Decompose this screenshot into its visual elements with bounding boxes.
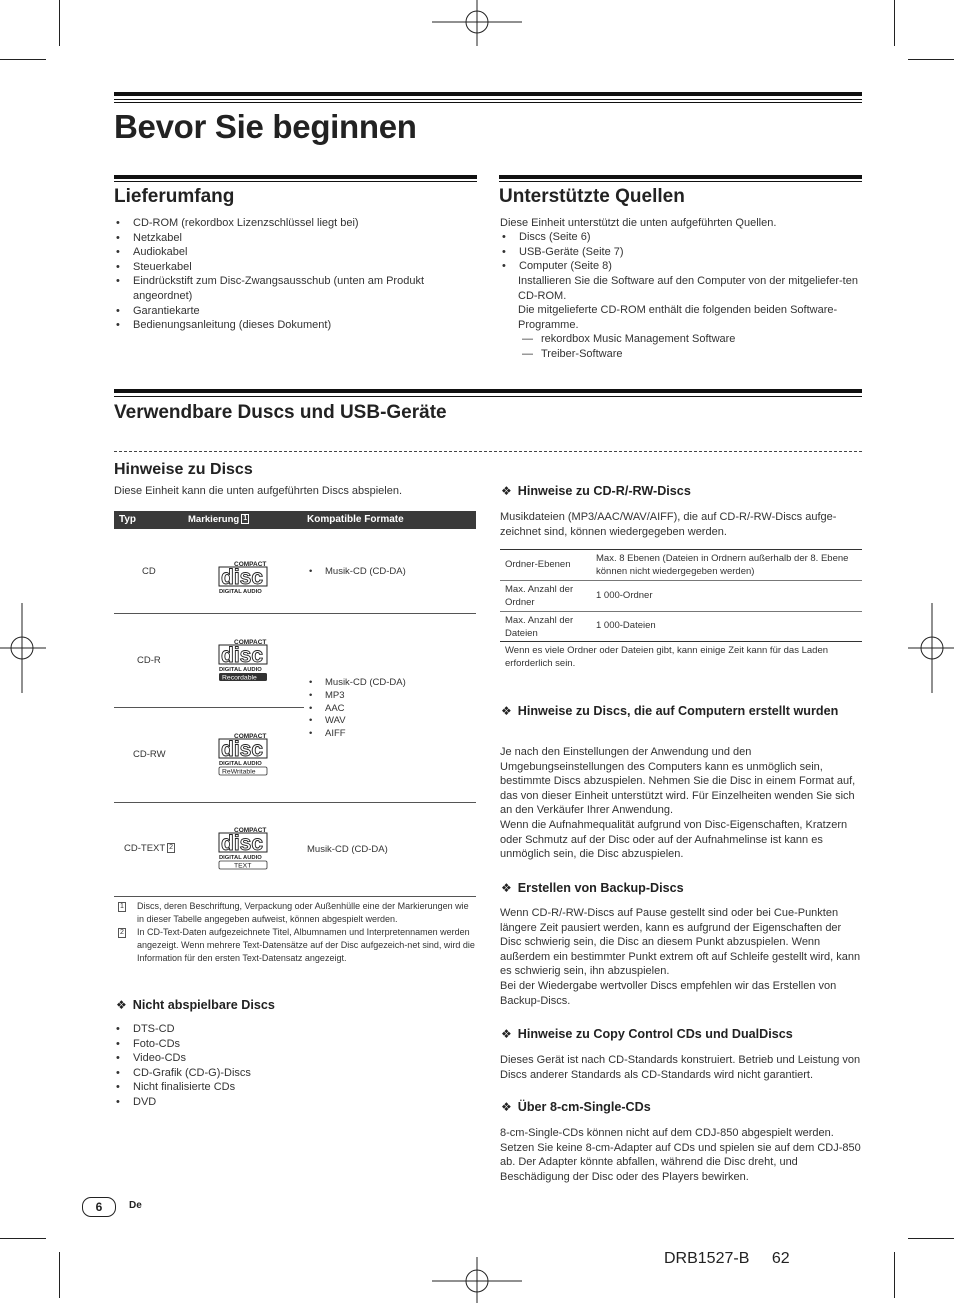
type-cdtext-label: CD-TEXT — [124, 843, 166, 854]
table-separator — [114, 802, 476, 803]
single-text: 8-cm-Single-CDs können nicht auf dem CDJ-850 abgespielt werden. Setzen Sie keine 8-cm-Adapter auf CDs und spielen sie auf dem CDJ-850 ab. Der Adapter könnte abfallen, während die Disc dreht, und Beschädigung der Disc oder des Players bewirken. — [500, 1127, 861, 1183]
logo-digital-text: DIGITAL AUDIO — [219, 589, 262, 595]
footnote-ref: 2 — [169, 844, 174, 851]
sheet-number: 62 — [771, 1250, 790, 1267]
col-type: Typ — [119, 514, 137, 525]
section-rule — [114, 389, 862, 393]
logo-compact-text: COMPACT — [234, 733, 267, 740]
list-item: • AAC — [307, 703, 406, 716]
footnote-text: In CD-Text-Daten aufgezeichnete Titel, Albumnamen und Interpretennamen werden angezeigt. Wenn mehrere Text-Datensätze auf der Disc aufgezeich-net sind, wird die Information für den ersten Text-Datensatz angezeigt. — [137, 927, 475, 963]
list-item: • AIFF — [307, 728, 406, 741]
table-separator — [500, 549, 862, 550]
cdrw-row-value: 1 000-Dateien — [596, 620, 656, 631]
disc-table-header — [114, 511, 476, 529]
lieferumfang-heading: Lieferumfang — [114, 186, 235, 207]
list-item: • DVD — [114, 1095, 474, 1110]
footnote-number: 1 — [120, 903, 124, 910]
cdrw-note: Wenn es viele Ordner oder Dateien gibt, kann einige Zeit kann für das Laden erforderlich sein. — [505, 645, 829, 669]
logo-disc-text: disc — [221, 566, 264, 589]
list-item: • Musik-CD (CD-DA) — [307, 566, 406, 579]
cdrw-row-value: 1 000-Ordner — [596, 590, 653, 601]
table-separator — [500, 580, 862, 581]
type-cdr: CD-R — [137, 655, 161, 666]
logo-disc-text: disc — [221, 738, 264, 761]
quellen-heading: Unterstützte Quellen — [499, 186, 685, 207]
col-mark — [188, 514, 249, 525]
col-mark-label: Markierung — [188, 514, 240, 525]
logo-digital-text: DIGITAL AUDIO — [219, 761, 262, 767]
table-separator — [114, 707, 304, 708]
diamond-icon: ❖ — [116, 998, 127, 1012]
compact-disc-rewritable-logo-icon — [218, 732, 268, 776]
crop-mark — [908, 1238, 954, 1239]
list-item: • WAV — [307, 715, 406, 728]
doc-code — [664, 1250, 790, 1268]
section-rule — [114, 396, 862, 397]
section-rule — [499, 181, 862, 182]
footnote — [118, 926, 476, 965]
compact-disc-logo-icon — [218, 553, 268, 601]
quellen-list — [500, 230, 862, 274]
computer-discs-text: Wenn die Aufnahmequalität aufgrund von Disc-Eigenschaften, Kratzern oder Schmutz auf der Disc oder auf der Aufnahmelinse ist kann es unmöglich sein, die Disc abzuspielen. — [500, 819, 848, 861]
logo-compact-text: COMPACT — [234, 827, 267, 834]
logo-compact-text: COMPACT — [234, 639, 267, 646]
list-item: • MP3 — [307, 690, 406, 703]
copycontrol-heading-label: Hinweise zu Copy Control CDs und DualDiscs — [517, 1027, 793, 1041]
list-item: • Nicht finalisierte CDs — [114, 1080, 474, 1095]
table-separator — [500, 641, 862, 642]
single-heading — [501, 1100, 651, 1114]
title-rule — [114, 92, 862, 96]
backup-heading — [501, 881, 684, 895]
section-rule — [499, 175, 862, 179]
logo-compact-text: COMPACT — [234, 561, 267, 568]
list-item: — Treiber-Software — [518, 347, 858, 362]
compact-disc-text-logo-icon — [218, 826, 268, 870]
computer-discs-heading-label: Hinweise zu Discs, die auf Computern erstellt wurden — [517, 704, 839, 718]
table-separator — [500, 611, 862, 612]
cdrw-heading-label: Hinweise zu CD-R/-RW-Discs — [517, 484, 691, 498]
cdrw-row-label: Max. Anzahl der Ordner — [505, 584, 574, 608]
list-item: • Foto-CDs — [114, 1037, 474, 1052]
cdrw-row-value: Max. 8 Ebenen (Dateien in Ordnern außerhalb der 8. Ebene können nicht wiedergegeben werden) — [596, 553, 849, 577]
footnote-ref: 1 — [243, 515, 248, 522]
section-rule — [114, 181, 477, 182]
cdrw-row-label: Max. Anzahl der Dateien — [505, 615, 574, 639]
footnote — [118, 900, 476, 926]
list-item: • Eindrückstift zum Disc-Zwangsausschub (unten am Produkt angeordnet) — [114, 274, 451, 303]
footnote-text: Discs, deren Beschriftung, Verpackung oder Außenhülle eine der Markierungen wie in dieser Tabelle angegeben aufweist, können abgespielt werden. — [137, 901, 469, 924]
list-item: • DTS-CD — [114, 1022, 474, 1037]
logo-digital-text: DIGITAL AUDIO — [219, 855, 262, 861]
computer-discs-text: Je nach den Einstellungen der Anwendung und den Umgebungseinstellungen des Computers kann es unmöglich sein, bestimmte Discs abzuspielen. Nehmen Sie die Disc in einem Format auf, das von dieser Einheit unterstützt wird. Für Einzelheiten wenden Sie sich an den Verkäufer Ihrer Anwendung. — [500, 746, 856, 817]
type-cd: CD — [142, 566, 156, 577]
list-item: • Netzkabel — [114, 231, 464, 246]
quellen-computer-note: Die mitgelieferte CD-ROM enthält die folgenden beiden Software-Programme. — [518, 304, 838, 331]
list-item: • Bedienungsanleitung (dieses Dokument) — [114, 318, 464, 333]
title-rule — [114, 102, 862, 103]
col-formats: Kompatible Formate — [307, 514, 404, 525]
logo-disc-text: disc — [221, 644, 264, 667]
crop-mark — [0, 59, 46, 60]
cdrw-heading — [501, 484, 691, 498]
crop-mark — [894, 0, 895, 46]
nicht-list — [114, 1022, 474, 1110]
diamond-icon: ❖ — [501, 881, 512, 895]
registration-mark-icon — [432, 1252, 522, 1308]
list-item: • Audiokabel — [114, 245, 464, 260]
diamond-icon: ❖ — [501, 1100, 512, 1114]
discs-subheading: Hinweise zu Discs — [114, 461, 253, 478]
discs-intro: Diese Einheit kann die unten aufgeführten Discs abspielen. — [114, 485, 403, 497]
registration-mark-icon — [432, 0, 522, 56]
crop-mark — [0, 1238, 46, 1239]
footnote-number: 2 — [120, 929, 124, 936]
list-item: • Steuerkabel — [114, 260, 464, 275]
section-rule — [114, 175, 477, 179]
nicht-heading-label: Nicht abspielbare Discs — [132, 998, 275, 1012]
single-heading-label: Über 8-cm-Single-CDs — [517, 1100, 651, 1114]
list-item: • CD-ROM (rekordbox Lizenzschlüssel liegt bei) — [114, 216, 464, 231]
list-item: • CD-Grafik (CD-G)-Discs — [114, 1066, 474, 1081]
crop-mark — [59, 0, 60, 46]
list-item: • Computer (Seite 8) — [500, 259, 862, 274]
list-item: • USB-Geräte (Seite 7) — [500, 245, 862, 260]
logo-digital-text: DIGITAL AUDIO — [219, 667, 262, 673]
copycontrol-heading — [501, 1027, 793, 1041]
diamond-icon: ❖ — [501, 484, 512, 498]
crop-mark — [894, 1252, 895, 1298]
cdrw-row-label: Ordner-Ebenen — [505, 559, 571, 570]
computer-discs-heading — [501, 703, 868, 720]
quellen-intro: Diese Einheit unterstützt die unten aufgeführten Quellen. — [500, 217, 777, 229]
diamond-icon: ❖ — [501, 1027, 512, 1041]
backup-text: Bei der Wiedergabe wertvoller Discs empfehlen wir das Erstellen von Backup-Discs. — [500, 980, 837, 1007]
logo-sub-text: ReWritable — [222, 768, 256, 776]
backup-heading-label: Erstellen von Backup-Discs — [517, 881, 684, 895]
list-item: • Musik-CD (CD-DA) — [307, 677, 406, 690]
formats-cd — [307, 566, 406, 579]
logo-disc-text: disc — [221, 832, 264, 855]
doc-code-label: DRB1527-B — [664, 1250, 750, 1267]
copycontrol-text: Dieses Gerät ist nach CD-Standards konstruiert. Betrieb und Leistung von Discs anderer Standards als CD-Standards wird nicht garantiert. — [500, 1054, 861, 1081]
language-label: De — [129, 1200, 142, 1211]
dashed-divider — [114, 451, 862, 452]
verwendbare-heading: Verwendbare Duscs und USB-Geräte — [114, 402, 447, 423]
table-separator — [114, 896, 476, 897]
title-rule — [114, 99, 862, 100]
page-number: 6 — [82, 1197, 116, 1217]
registration-mark-icon — [908, 603, 954, 693]
list-item: • Video-CDs — [114, 1051, 474, 1066]
registration-mark-icon — [0, 603, 46, 693]
quellen-computer-note: Installieren Sie die Software auf den Computer von der mitgeliefer-ten CD-ROM. — [518, 275, 858, 302]
table-separator — [114, 613, 476, 614]
formats-cdr-cdrw — [307, 677, 406, 741]
logo-sub-text: TEXT — [234, 862, 252, 870]
type-cdrw: CD-RW — [133, 749, 166, 760]
crop-mark — [59, 1252, 60, 1298]
page-title: Bevor Sie beginnen — [114, 108, 417, 145]
cdrw-text: Musikdateien (MP3/AAC/WAV/AIFF), die auf CD-R/-RW-Discs aufge-zeichnet sind, können wiedergegeben werden. — [500, 511, 837, 538]
compact-disc-recordable-logo-icon — [218, 638, 268, 682]
crop-mark — [908, 59, 954, 60]
nicht-heading — [116, 998, 275, 1012]
type-cdtext — [124, 843, 175, 854]
diamond-icon: ❖ — [501, 704, 512, 718]
software-list — [518, 332, 858, 361]
list-item: • Discs (Seite 6) — [500, 230, 862, 245]
logo-sub-text: Recordable — [222, 674, 257, 682]
backup-text: Wenn CD-R/-RW-Discs auf Pause gestellt sind oder bei Cue-Punkten längere Zeit pausiert werden, kann es aufgrund der Eigenschaften der Disc schwierig sein, die Disc an diesem Punkt abzuspielen. Wenn außerdem ein bestimmter Punkt extrem oft auf Schleife gestellt wird, kann es schwierig sein, ihn abzuspielen. — [500, 907, 861, 978]
lieferumfang-list — [114, 216, 464, 333]
formats-cdtext: Musik-CD (CD-DA) — [307, 844, 388, 855]
list-item: • Garantiekarte — [114, 304, 464, 319]
list-item: — rekordbox Music Management Software — [518, 332, 858, 347]
